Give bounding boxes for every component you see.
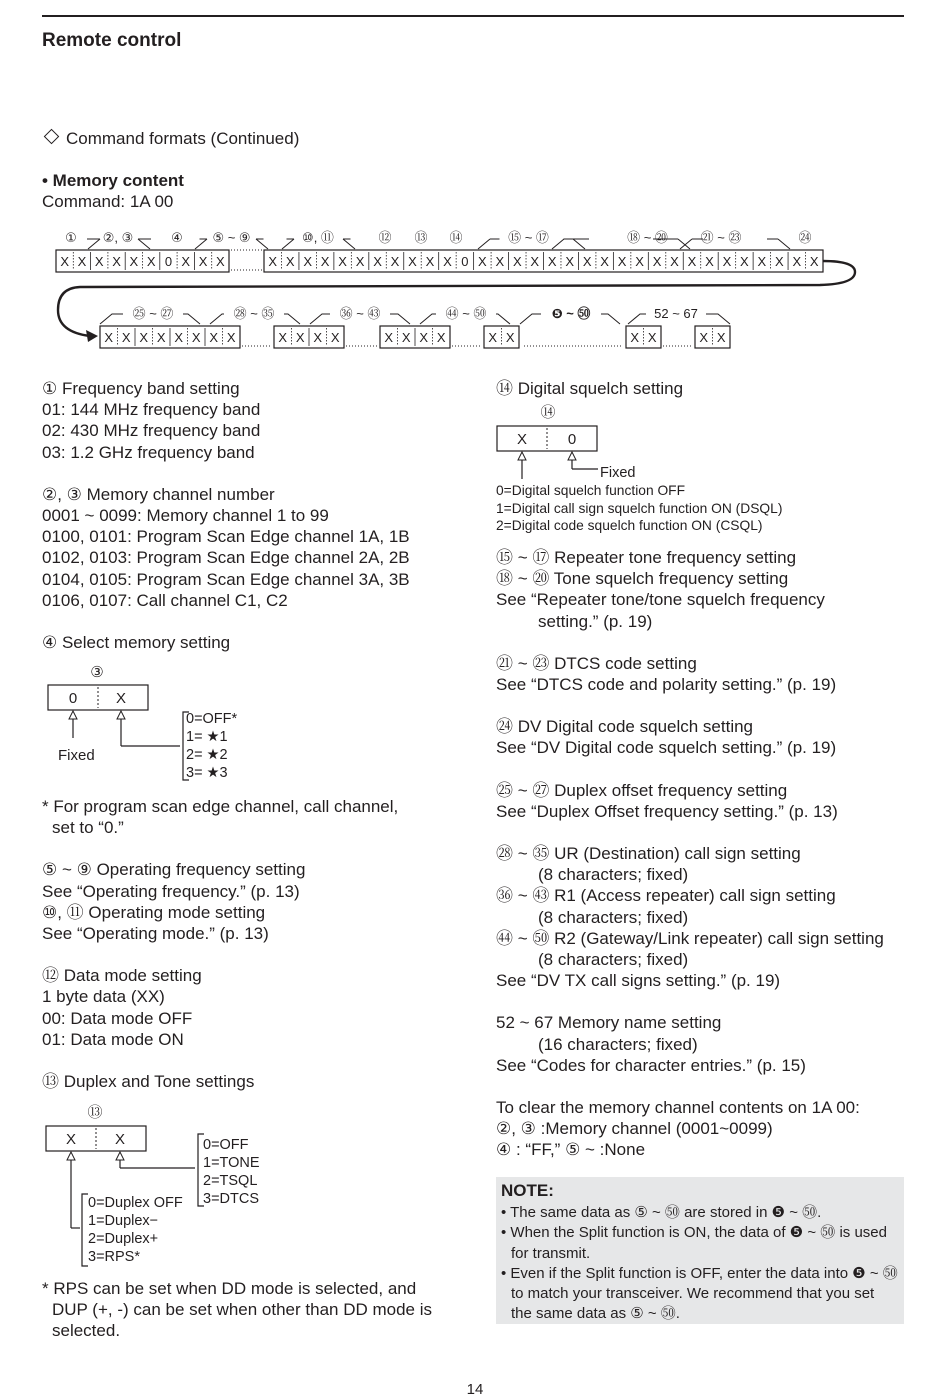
byte-cell: X xyxy=(338,254,347,269)
datamode-title: ⑫ Data mode setting xyxy=(42,966,202,986)
dsql-option: 2=Digital code squelch function ON (CSQL) xyxy=(496,518,763,534)
byte-cell: X xyxy=(191,330,201,345)
dsql-diag-fixed: Fixed xyxy=(600,465,636,480)
right-column xyxy=(496,547,884,1161)
byte-cell: X xyxy=(156,330,166,345)
ur-callsign-title: ㉘ ~ ㉟ UR (Destination) call sign setting xyxy=(496,844,801,864)
byte-cell: X xyxy=(139,330,149,345)
byte-cell: X xyxy=(699,330,709,345)
note-list xyxy=(498,1203,898,1325)
offset-ref: See “Duplex Offset frequency setting.” (p. 13) xyxy=(496,801,838,821)
select-option: 2= ★2 xyxy=(186,747,228,763)
data-bytes xyxy=(626,326,661,348)
byte-cell: X xyxy=(488,330,498,345)
channel-section xyxy=(42,484,410,611)
field-label: ㉔ xyxy=(798,230,812,245)
datamode-line: 00: Data mode OFF xyxy=(42,1008,193,1028)
r2-callsign-title: ㊹ ~ ㊿ R2 (Gateway/Link repeater) call sign setting xyxy=(496,928,884,948)
select-diag-left: 0 xyxy=(68,690,78,707)
duplex-diag-left: X xyxy=(65,1131,77,1148)
left-column xyxy=(42,378,410,653)
byte-cell: X xyxy=(121,330,131,345)
band-line: 01: 144 MHz frequency band xyxy=(42,400,261,420)
select-diag-fixed: Fixed xyxy=(58,747,95,764)
byte-cell: X xyxy=(408,254,417,269)
dsql-diag-right: 0 xyxy=(567,431,577,448)
section-heading: • Memory content xyxy=(42,171,184,190)
offset-title: ㉕ ~ ㉗ Duplex offset frequency setting xyxy=(496,780,788,800)
field-label: ⑮ ~ ⑰ xyxy=(508,230,549,245)
duplex-diag-label: ⑬ xyxy=(87,1104,103,1121)
byte-cell: X xyxy=(565,254,575,269)
field-label: ㉑ ~ ㉓ xyxy=(700,230,742,245)
select-option: 0=OFF* xyxy=(186,711,238,727)
byte-cell: X xyxy=(600,254,609,269)
callsign-ref: See “DV TX call signs setting.” (p. 19) xyxy=(496,971,781,991)
byte-cell: X xyxy=(774,254,784,269)
byte-cell: X xyxy=(530,254,540,269)
note-title: NOTE: xyxy=(501,1181,554,1200)
tone-title: ⑮ ~ ⑰ Repeater tone frequency setting xyxy=(496,548,797,567)
duplex-diag-right: X xyxy=(114,1131,126,1148)
tone-option: 0=OFF xyxy=(203,1137,249,1153)
byte-cell: X xyxy=(757,254,767,269)
byte-cell: X xyxy=(425,254,435,269)
dvcsql-title: ㉔ DV Digital code squelch setting xyxy=(496,717,754,737)
duplex-footnote-line: * RPS can be set when DD mode is selected, and xyxy=(42,1279,417,1298)
field-label: ① xyxy=(65,230,77,245)
duplex-footnote xyxy=(42,1278,432,1342)
dsql-options xyxy=(496,482,782,535)
digital-squelch-diagram xyxy=(494,400,654,480)
opmode-title: ⑩, ⑪ Operating mode setting xyxy=(42,902,266,922)
command-format-diagram xyxy=(0,222,950,357)
opmode-line: See “Operating mode.” (p. 13) xyxy=(42,924,269,944)
field-label: ❺ ~ ㊿ xyxy=(551,306,591,321)
opfreq-line: See “Operating frequency.” (p. 13) xyxy=(42,881,300,901)
dsql-title: ⑭ Digital squelch setting xyxy=(496,379,684,398)
dsql-title-block xyxy=(496,378,683,399)
r1-callsign-title: ㊱ ~ ㊸ R1 (Access repeater) call sign setting xyxy=(496,886,836,906)
byte-cell: X xyxy=(582,254,592,269)
byte-cell: X xyxy=(77,254,87,269)
duplex-title: ⑬ Duplex and Tone settings xyxy=(42,1072,255,1092)
byte-cell: X xyxy=(226,330,236,345)
select-footnote: * For program scan edge channel, call channel, xyxy=(42,797,399,816)
field-label: ⑱ ~ ⑳ xyxy=(627,230,668,245)
select-memory-title: ④ Select memory setting xyxy=(42,633,231,653)
select-option: 1= ★1 xyxy=(186,729,228,745)
note-item: • When the Split function is ON, the data of ❺ ~ ㊿ is used for transmit. xyxy=(501,1224,887,1262)
byte-cell: X xyxy=(181,254,191,269)
field-label: ⑬ xyxy=(414,230,428,245)
byte-cell: X xyxy=(652,254,662,269)
channel-line: 0104, 0105: Program Scan Edge channel 3A, 3B xyxy=(42,569,410,589)
dsql-diag-left: X xyxy=(516,431,528,448)
datamode-line: 1 byte data (XX) xyxy=(42,987,165,1007)
tone-option: 1=TONE xyxy=(203,1155,260,1171)
channel-line: 0106, 0107: Call channel C1, C2 xyxy=(42,590,288,610)
byte-cell: X xyxy=(740,254,749,269)
byte-cell: X xyxy=(478,254,487,269)
tone-ref: See “Repeater tone/tone squelch frequency xyxy=(496,590,825,610)
callsign-detail: (8 characters; fixed) xyxy=(538,865,689,885)
tone-ref: setting.” (p. 19) xyxy=(538,611,653,631)
left-column-lower xyxy=(42,796,398,1092)
duplex-option: 3=RPS* xyxy=(88,1249,140,1265)
page-number: 14 xyxy=(466,1381,484,1398)
dsql-option: 1=Digital call sign squelch function ON (DSQL) xyxy=(496,500,783,516)
data-bytes xyxy=(274,326,344,348)
band-line: 03: 1.2 GHz frequency band xyxy=(42,442,255,462)
dvcsql-ref: See “DV Digital code squelch setting.” (p. 19) xyxy=(496,738,837,758)
byte-cell: X xyxy=(443,254,452,269)
channel-line: 0100, 0101: Program Scan Edge channel 1A, 1B xyxy=(42,527,410,547)
byte-cell: X xyxy=(285,254,295,269)
field-label: ㉕ ~ ㉗ xyxy=(132,306,174,321)
field-label: ②, ③ xyxy=(102,230,134,245)
byte-cell: X xyxy=(94,254,104,269)
field-label: ㊱ ~ ㊸ xyxy=(339,306,381,321)
page-title: Remote control xyxy=(42,30,182,51)
diamond-icon xyxy=(44,129,60,145)
byte-cell: X xyxy=(419,330,429,345)
clear-line: ②, ③ :Memory channel (0001~0099) xyxy=(496,1119,773,1139)
opfreq-title: ⑤ ~ ⑨ Operating frequency setting xyxy=(42,860,306,880)
byte-cell: X xyxy=(384,330,394,345)
byte-cell: X xyxy=(268,254,278,269)
command-formats-heading: Command formats (Continued) xyxy=(42,128,299,149)
field-label: ⑫ xyxy=(378,230,392,245)
byte-cell: X xyxy=(330,330,340,345)
band-title: ① Frequency band setting xyxy=(42,379,240,398)
byte-cell: X xyxy=(792,254,802,269)
byte-cell: X xyxy=(303,254,313,269)
tone-option: 2=TSQL xyxy=(203,1173,258,1189)
byte-cell: X xyxy=(216,254,225,269)
field-label: 52 ~ 67 xyxy=(654,306,698,321)
field-label: ⑩, ⑪ xyxy=(302,230,334,245)
select-diag-label: ③ xyxy=(90,664,104,681)
byte-cell: X xyxy=(722,254,732,269)
band-line: 02: 430 MHz frequency band xyxy=(42,421,261,441)
memname-detail: (16 characters; fixed) xyxy=(538,1034,698,1054)
byte-cell: X xyxy=(390,254,400,269)
byte-cell: X xyxy=(60,254,69,269)
select-option: 3= ★3 xyxy=(186,765,228,781)
band-section xyxy=(42,378,410,463)
channel-title: ②, ③ Memory channel number xyxy=(42,484,275,504)
data-bytes xyxy=(695,326,730,348)
duplex-tone-diagram xyxy=(40,1098,300,1270)
byte-cell: X xyxy=(809,254,819,269)
byte-cell: X xyxy=(505,330,515,345)
tsql-title: ⑱ ~ ⑳ Tone squelch frequency setting xyxy=(496,569,789,589)
data-bytes xyxy=(100,326,240,348)
byte-cell: X xyxy=(705,254,714,269)
duplex-option: 0=Duplex OFF xyxy=(88,1195,183,1211)
byte-cell: X xyxy=(355,254,365,269)
field-label: ㊹ ~ ㊿ xyxy=(445,306,487,321)
memname-ref: See “Codes for character entries.” (p. 15) xyxy=(496,1055,806,1075)
tone-option: 3=DTCS xyxy=(203,1191,260,1207)
byte-cell: X xyxy=(174,330,184,345)
channel-line: 0001 ~ 0099: Memory channel 1 to 99 xyxy=(42,506,329,526)
byte-cell: X xyxy=(104,330,114,345)
data-bytes xyxy=(56,250,229,272)
byte-cell: X xyxy=(129,254,139,269)
datamode-line: 01: Data mode ON xyxy=(42,1029,184,1049)
memname-title: 52 ~ 67 Memory name setting xyxy=(496,1013,722,1033)
dtcs-title: ㉑ ~ ㉓ DTCS code setting xyxy=(496,653,697,673)
data-bytes xyxy=(380,326,450,348)
field-label: ⑭ xyxy=(449,230,463,245)
clear-line: ④ : “FF,” ⑤ ~ :None xyxy=(496,1140,646,1160)
byte-cell: X xyxy=(278,330,288,345)
dsql-diag-label: ⑭ xyxy=(540,404,556,421)
field-label: ㉘ ~ ㉟ xyxy=(233,306,275,321)
byte-cell: X xyxy=(495,254,505,269)
callsign-detail: (8 characters; fixed) xyxy=(538,950,689,970)
byte-cell: X xyxy=(112,254,121,269)
top-rule xyxy=(42,15,904,17)
byte-cell: X xyxy=(630,330,640,345)
note-box xyxy=(496,1177,904,1324)
select-diag-right: X xyxy=(115,690,127,707)
command-code: Command: 1A 00 xyxy=(42,192,174,211)
select-footnote: set to “0.” xyxy=(52,818,124,838)
byte-cell: X xyxy=(295,330,305,345)
data-bytes xyxy=(264,250,823,272)
byte-cell: X xyxy=(687,254,697,269)
byte-cell: X xyxy=(436,330,446,345)
byte-cell: 0 xyxy=(461,254,469,269)
channel-line: 0102, 0103: Program Scan Edge channel 2A, 2B xyxy=(42,548,410,568)
duplex-footnote-line: DUP (+, -) can be set when other than DD mode is xyxy=(52,1300,433,1320)
byte-cell: X xyxy=(512,254,522,269)
duplex-footnote-line: selected. xyxy=(52,1321,121,1341)
byte-cell: X xyxy=(716,330,726,345)
byte-cell: X xyxy=(373,254,382,269)
dtcs-ref: See “DTCS code and polarity setting.” (p. 19) xyxy=(496,675,837,695)
clear-title: To clear the memory channel contents on 1A 00: xyxy=(496,1098,860,1118)
byte-cell: X xyxy=(320,254,330,269)
byte-cell: X xyxy=(635,254,644,269)
callsign-detail: (8 characters; fixed) xyxy=(538,907,689,927)
byte-cell: X xyxy=(401,330,411,345)
byte-cell: X xyxy=(647,330,657,345)
byte-cell: X xyxy=(547,254,557,269)
select-memory-diagram xyxy=(40,658,270,786)
field-label: ⑤ ~ ⑨ xyxy=(212,230,251,245)
note-item: • The same data as ⑤ ~ ㊿ are stored in ❺ ~ ㊿. xyxy=(501,1204,822,1221)
byte-cell: X xyxy=(313,330,323,345)
byte-cell: X xyxy=(146,254,156,269)
data-bytes xyxy=(484,326,519,348)
field-label: ④ xyxy=(171,230,183,245)
note-item: • Even if the Split function is OFF, enter the data into ❺ ~ ㊿ to match your transceiver. We recommend that you set the same data as ⑤ ~ ㊿. xyxy=(501,1264,898,1323)
dsql-option: 0=Digital squelch function OFF xyxy=(496,483,686,498)
duplex-option: 1=Duplex− xyxy=(88,1213,159,1229)
byte-cell: X xyxy=(670,254,679,269)
byte-cell: X xyxy=(198,254,208,269)
byte-cell: 0 xyxy=(164,254,173,269)
duplex-option: 2=Duplex+ xyxy=(88,1231,159,1247)
byte-cell: X xyxy=(617,254,627,269)
byte-cell: X xyxy=(209,330,219,345)
